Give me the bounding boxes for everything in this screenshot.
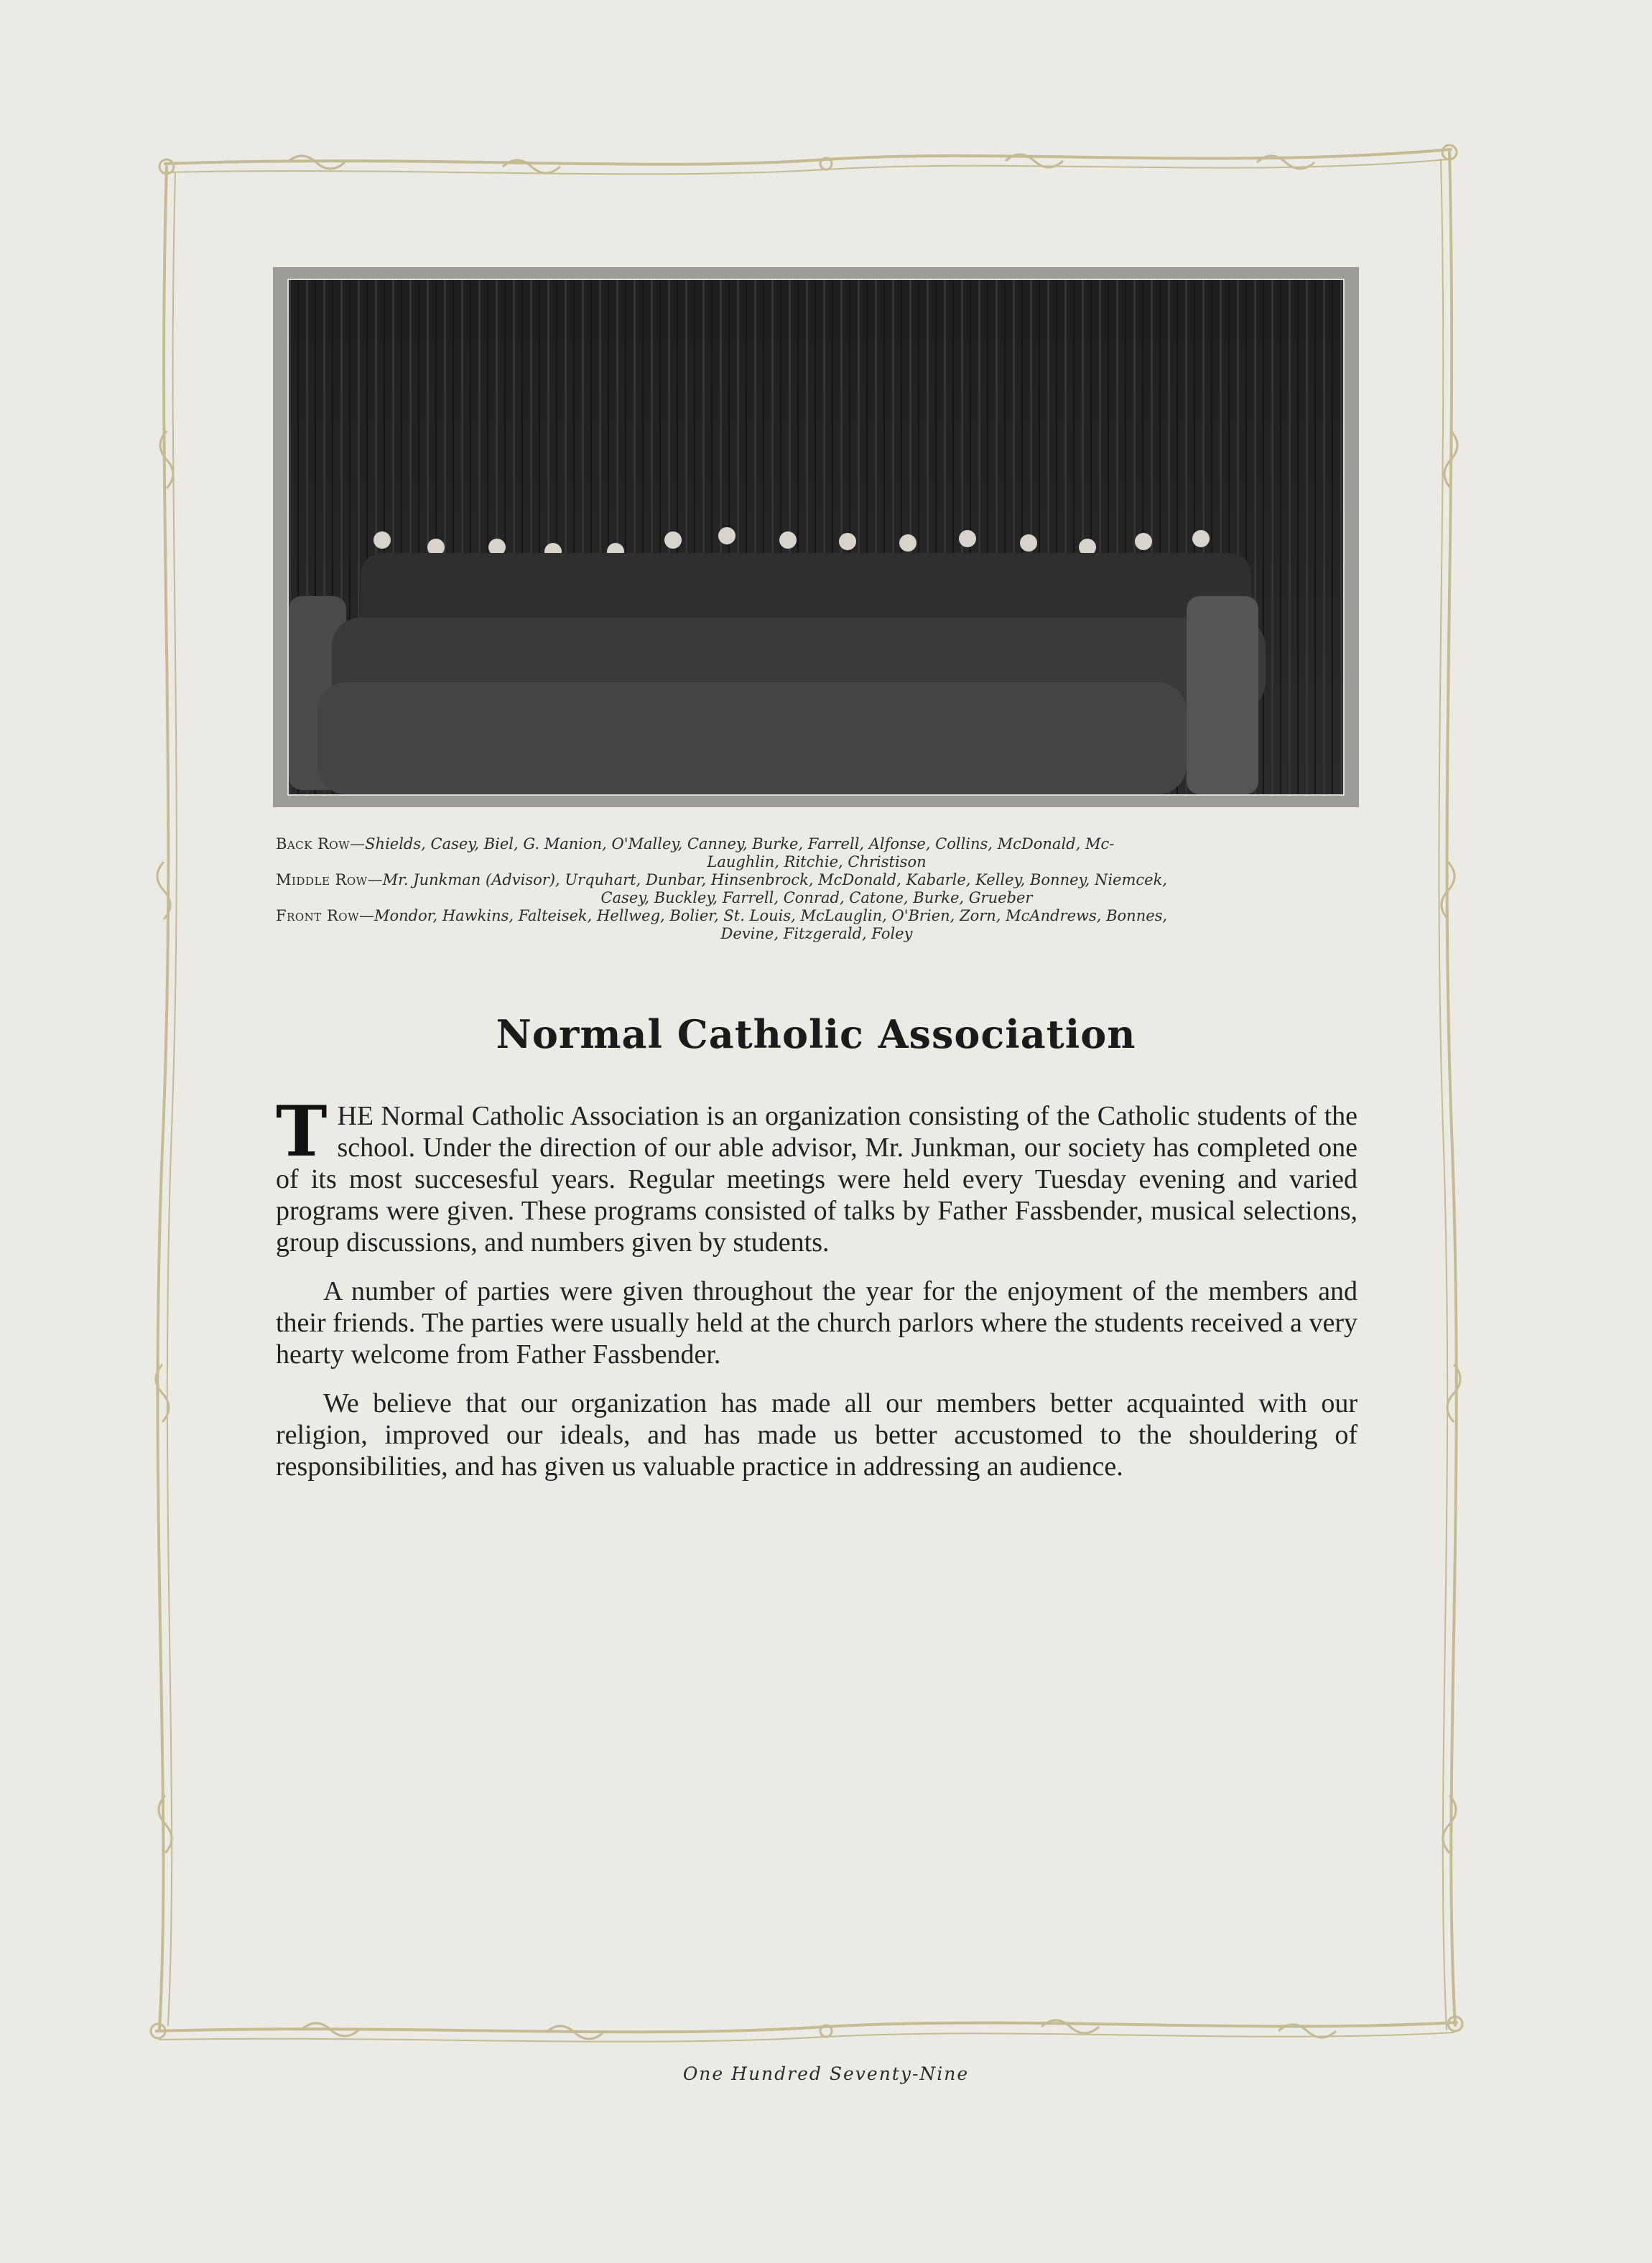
article-body	[276, 1091, 1358, 1500]
front-row-label: Front Row	[276, 907, 359, 924]
paragraph-1-text: HE Normal Catholic Association is an organization consisting of the Catholic students of the school. Under the direction of our able advisor, Mr. Junkman, our society has completed one of its most succesesful years. Regular meetings were held every Tuesday evening and varied programs were given. These programs consisted of talks by Father Fassbender, musical selections, group discussions, and numbers given by students.	[276, 1101, 1358, 1258]
caption-back-row	[276, 835, 1358, 871]
group-photo	[273, 267, 1359, 807]
caption-front-row	[276, 907, 1358, 943]
paragraph-2: A number of parties were given throughout the year for the enjoyment of the members and their friends. The parties were usually held at the church parlors where the students received a very hearty welcome from Father Fassbender.	[276, 1276, 1358, 1370]
paragraph-1	[276, 1091, 1358, 1258]
drop-cap: T	[276, 1091, 328, 1172]
photo-image	[287, 279, 1345, 796]
photo-caption	[276, 835, 1358, 943]
paragraph-3: We believe that our organization has made all our members better acquainted with our religion, improved our ideals, and has made us better accustomed to the shouldering of responsibilities, and has given us valuable practice in addressing an audience.	[276, 1388, 1358, 1482]
back-row-names-cont: Laughlin, Ritchie, Christison	[707, 853, 927, 870]
back-row-names: —Shields, Casey, Biel, G. Manion, O'Malley, Canney, Burke, Farrell, Alfonse, Collins, McDonald, Mc-	[350, 835, 1115, 852]
front-row-names: —Mondor, Hawkins, Falteisek, Hellweg, Bolier, St. Louis, McLauglin, O'Brien, Zorn, McAndrews, Bonnes,	[359, 907, 1168, 924]
caption-middle-row	[276, 871, 1358, 907]
middle-row-names-cont: Casey, Buckley, Farrell, Conrad, Catone, Burke, Grueber	[600, 889, 1033, 906]
page-title: Normal Catholic Association	[496, 1011, 1136, 1057]
back-row-label: Back Row	[276, 835, 351, 852]
page-number: One Hundred Seventy-Nine	[682, 2063, 970, 2084]
middle-row-names: —Mr. Junkman (Advisor), Urquhart, Dunbar, Hinsenbrock, McDonald, Kabarle, Kelley, Bonney, Niemcek,	[367, 871, 1167, 888]
front-row-names-cont: Devine, Fitzgerald, Foley	[720, 925, 913, 942]
middle-row-label: Middle Row	[276, 871, 368, 888]
